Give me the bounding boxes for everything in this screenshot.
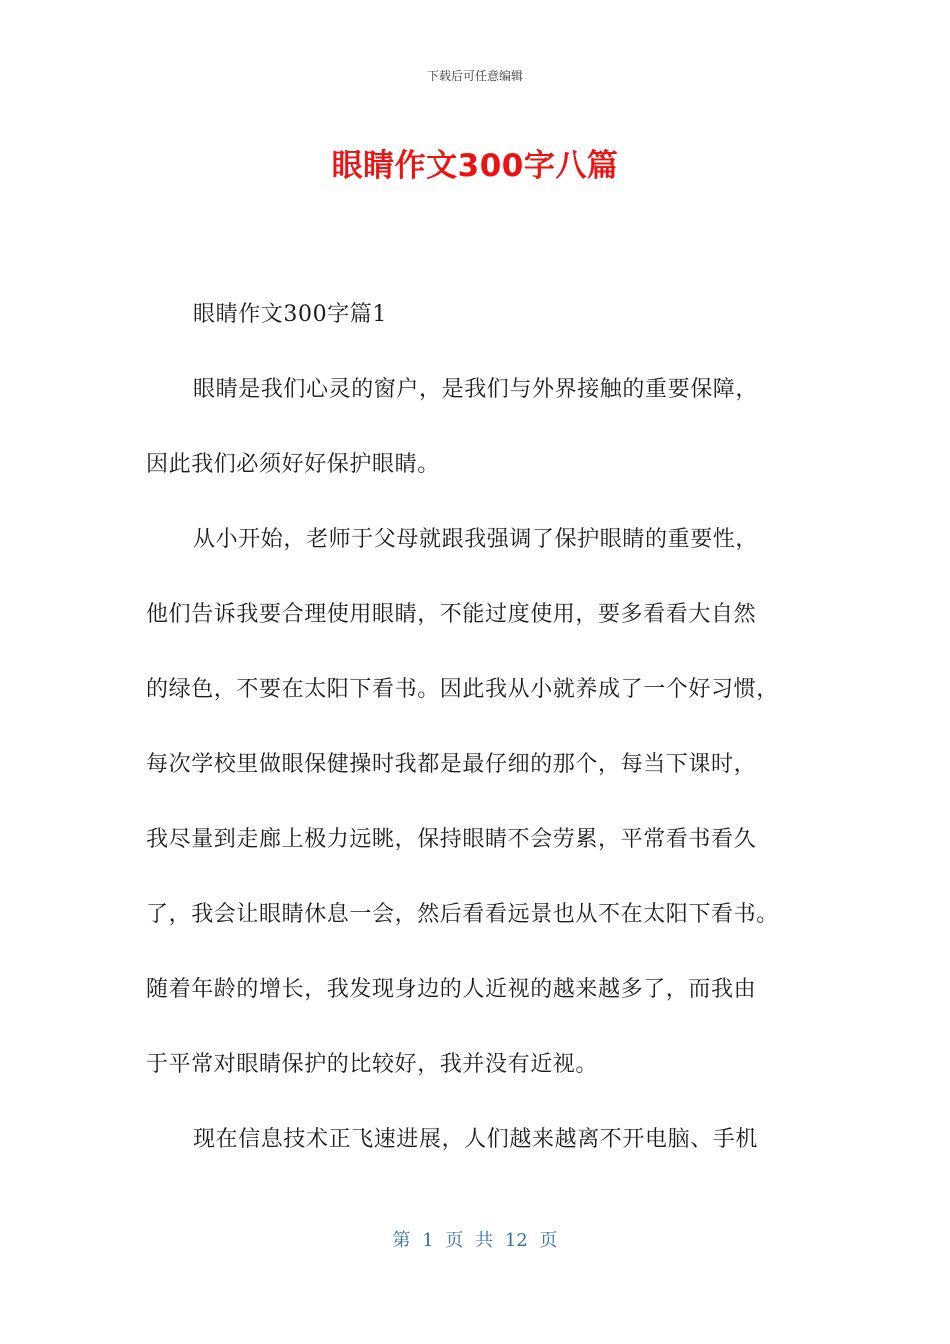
paragraph-line: 随着年龄的增长，我发现身边的人近视的越来越多了，而我由 — [146, 977, 757, 1002]
paragraph-line: 眼睛作文300字篇1 — [193, 302, 387, 327]
paragraph-line: 每次学校里做眼保健操时我都是最仔细的那个，每当下课时， — [146, 752, 757, 777]
paragraph-line: 因此我们必须好好保护眼睛。 — [146, 452, 440, 477]
paragraph-line: 的绿色，不要在太阳下看书。因此我从小就养成了一个好习惯， — [146, 677, 779, 702]
paragraph-line: 眼睛是我们心灵的窗户，是我们与外界接触的重要保障， — [193, 377, 759, 402]
page-number-footer: 第 1 页 共 12 页 — [392, 1230, 558, 1251]
document-title: 眼睛作文300字八篇 — [331, 148, 619, 184]
paragraph-line: 他们告诉我要合理使用眼睛，不能过度使用，要多看看大自然 — [146, 602, 757, 627]
paragraph-line: 了，我会让眼睛休息一会，然后看看远景也从不在太阳下看书。 — [146, 902, 779, 927]
document-body — [146, 277, 814, 1177]
paragraph-line: 现在信息技术正飞速进展，人们越来越离不开电脑、手机 — [193, 1127, 759, 1152]
header-note: 下载后可任意编辑 — [426, 69, 523, 83]
paragraph-line: 我尽量到走廊上极力远眺，保持眼睛不会劳累，平常看书看久 — [146, 827, 757, 852]
paragraph-line: 于平常对眼睛保护的比较好，我并没有近视。 — [146, 1052, 599, 1077]
paragraph-line: 从小开始，老师于父母就跟我强调了保护眼睛的重要性， — [193, 527, 759, 552]
